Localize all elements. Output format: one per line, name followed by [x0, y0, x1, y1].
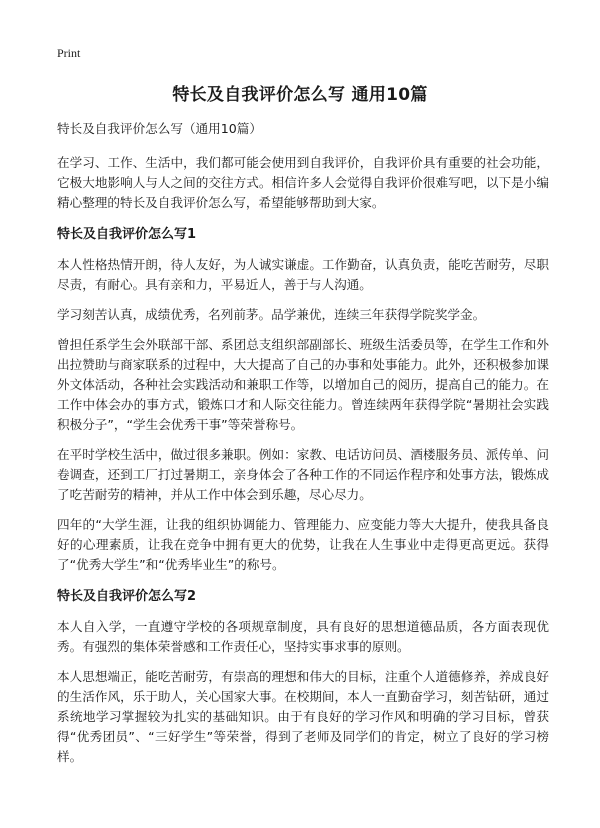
section-paragraph: 四年的“大学生涯，让我的组织协调能力、管理能力、应变能力等大大提升，使我具备良好的心理素质，让我在竞争中拥有更大的优势，让我在人生事业中走得更高更远。获得了“优秀大学生”和“优秀毕业生”的称号。	[57, 517, 549, 572]
intro-paragraph: 在学习、工作、生活中，我们都可能会使用到自我评价，自我评价具有重要的社会功能，它极大地影响人与人之间的交往方式。相信许多人会觉得自我评价很难写吧，以下是小编精心整理的特长及自我评价怎么写，希望能够帮助到大家。	[57, 155, 549, 210]
print-link[interactable]: Print	[57, 46, 81, 60]
document-subtitle: 特长及自我评价怎么写（通用10篇）	[57, 121, 262, 136]
section-paragraph: 在平时学校生活中，做过很多兼职。例如：家教、电话访问员、酒楼服务员、派传单、问卷调查，还到工厂打过暑期工，亲身体会了各种工作的不同运作程序和处事方法，锻炼成了吃苦耐劳的精神，并从工作中体会到乐趣，尽心尽力。	[57, 447, 549, 502]
section-paragraph: 本人性格热情开朗，待人友好，为人诚实谦虚。工作勤奋，认真负责，能吃苦耐劳，尽职尽责，有耐心。具有亲和力，平易近人，善于与人沟通。	[57, 257, 549, 292]
section-heading: 特长及自我评价怎么写1	[57, 227, 197, 242]
section-paragraph: 学习刻苦认真，成绩优秀，名列前茅。品学兼优，连续三年获得学院奖学金。	[57, 307, 486, 322]
section-paragraph: 本人思想端正，能吃苦耐劳，有崇高的理想和伟大的目标，注重个人道德修养，养成良好的生活作风，乐于助人，关心国家大事。在校期间，本人一直勤奋学习，刻苦钻研，通过系统地学习掌握较为扎实的基础知识。由于有良好的学习作风和明确的学习目标，曾获得“优秀团员”、“三好学生”等荣誉，得到了老师及同学们的肯定，树立了良好的学习榜样。	[57, 669, 549, 764]
section-paragraph: 曾担任系学生会外联部干部、系团总支组织部副部长、班级生活委员等，在学生工作和外出拉赞助与商家联系的过程中，大大提高了自己的办事和处事能力。此外，还积极参加课外文体活动，各种社会实践活动和兼职工作等，以增加自己的阅历，提高自己的能力。在工作中体会办的事方式，锻炼口才和人际交往能力。曾连续两年获得学院“暑期社会实践积极分子”，“学生会优秀干事”等荣誉称号。	[57, 337, 549, 432]
document-body	[57, 119, 549, 777]
page-title: 特长及自我评价怎么写 通用10篇	[172, 85, 428, 105]
section-heading: 特长及自我评价怎么写2	[57, 589, 197, 604]
section-paragraph: 本人自入学，一直遵守学校的各项规章制度，具有良好的思想道德品质，各方面表现优秀。有强烈的集体荣誉感和工作责任心，坚持实事求事的原则。	[57, 619, 549, 654]
